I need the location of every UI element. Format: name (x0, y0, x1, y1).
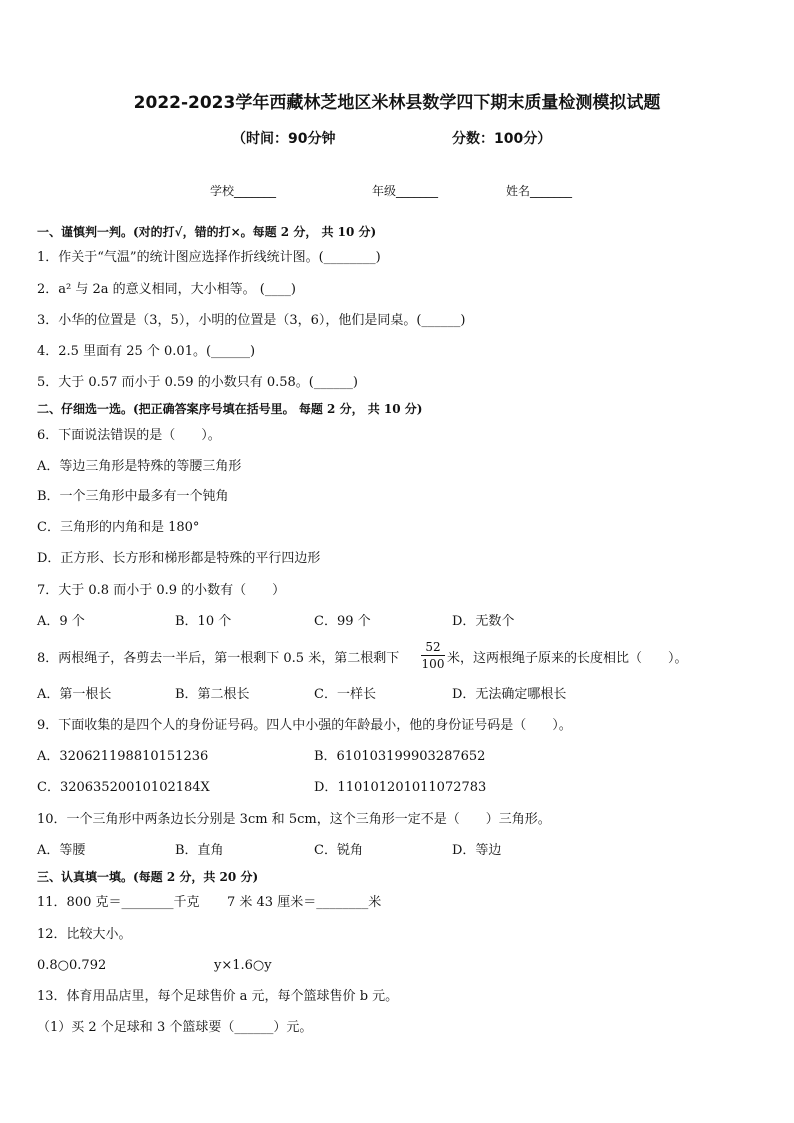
page-title: 2022-2023学年西藏林芝地区米林县数学四下期末质量检测模拟试题 (133, 93, 661, 113)
question-10-option-a: A．等腰 (37, 843, 86, 858)
question-8-stem-start: 8．两根绳子，各剪去一半后，第一根剩下 0.5 米，第二根剩下 (37, 651, 400, 666)
fraction-denominator: 100 (421, 657, 445, 671)
question-9-stem: 9．下面收集的是四个人的身份证号码。四人中小强的年龄最小，他的身份证号码是（ ）。 (37, 718, 572, 733)
question-9-option-a: A．320621198810151236 (37, 749, 209, 764)
question-13-part-1: （1）买 2 个足球和 3 个篮球要（______）元。 (37, 1020, 313, 1035)
question-11-part-b: 7 米 43 厘米＝________米 (227, 895, 382, 910)
question-4: 4．2.5 里面有 25 个 0.01。(______) (37, 344, 256, 359)
question-7-option-b: B．10 个 (175, 614, 232, 629)
question-7-option-c: C．99 个 (314, 614, 371, 629)
question-8-option-d: D．无法确定哪根长 (452, 687, 567, 702)
question-5: 5．大于 0.57 而小于 0.59 的小数只有 0.58。(______) (37, 375, 358, 390)
question-8-fraction (421, 640, 445, 671)
section-3-heading: 三、认真填一填。(每题 2 分，共 20 分) (37, 870, 259, 884)
question-3: 3．小华的位置是（3，5），小明的位置是（3，6），他们是同桌。(______) (37, 313, 466, 328)
school-field: 学校_______ (210, 184, 277, 198)
question-1: 1．作关于“气温”的统计图应选择作折线统计图。(________) (37, 250, 381, 265)
question-6-stem: 6．下面说法错误的是（ ）。 (37, 428, 221, 443)
question-6-option-d: D．正方形、长方形和梯形都是特殊的平行四边形 (37, 551, 321, 566)
question-9-option-c: C．32063520010102184X (37, 780, 210, 795)
exam-score: 分数：100分） (452, 131, 552, 147)
question-12-stem: 12．比较大小。 (37, 927, 132, 942)
section-1-heading: 一、谨慎判一判。(对的打√，错的打×。每题 2 分， 共 10 分) (37, 225, 377, 239)
section-2-heading: 二、仔细选一选。(把正确答案序号填在括号里。 每题 2 分， 共 10 分) (37, 402, 423, 416)
question-10-stem: 10．一个三角形中两条边长分别是 3cm 和 5cm，这个三角形一定不是（ ）三角形。 (37, 812, 551, 827)
question-10-option-d: D．等边 (452, 843, 502, 858)
question-9-option-b: B．610103199903287652 (314, 749, 486, 764)
question-12-part-a: 0.8○0.792 (37, 958, 107, 973)
question-9-option-d: D．110101201011072783 (314, 780, 487, 795)
question-13-stem: 13．体育用品店里，每个足球售价 a 元，每个篮球售价 b 元。 (37, 989, 399, 1004)
question-8-option-b: B．第二根长 (175, 687, 250, 702)
exam-time: （时间：90分钟 (232, 131, 336, 147)
grade-field: 年级_______ (372, 184, 439, 198)
question-8-option-c: C．一样长 (314, 687, 376, 702)
question-10-option-c: C．锐角 (314, 843, 363, 858)
question-8-option-a: A．第一根长 (37, 687, 112, 702)
question-11-part-a: 11．800 克＝________千克 (37, 895, 200, 910)
name-field: 姓名_______ (506, 184, 573, 198)
fraction-numerator: 52 (421, 640, 445, 656)
question-10-option-b: B．直角 (175, 843, 224, 858)
question-8-stem-end: 米，这两根绳子原来的长度相比（ ）。 (447, 651, 688, 666)
question-2: 2．a² 与 2a 的意义相同，大小相等。 (____) (37, 282, 296, 297)
question-6-option-c: C．三角形的内角和是 180° (37, 520, 200, 535)
question-12-part-b: y×1.6○y (214, 958, 272, 973)
question-7-option-a: A．9 个 (37, 614, 85, 629)
question-7-option-d: D．无数个 (452, 614, 515, 629)
question-6-option-b: B．一个三角形中最多有一个钝角 (37, 489, 229, 504)
question-7-stem: 7．大于 0.8 而小于 0.9 的小数有（ ） (37, 583, 286, 598)
question-6-option-a: A．等边三角形是特殊的等腰三角形 (37, 459, 242, 474)
